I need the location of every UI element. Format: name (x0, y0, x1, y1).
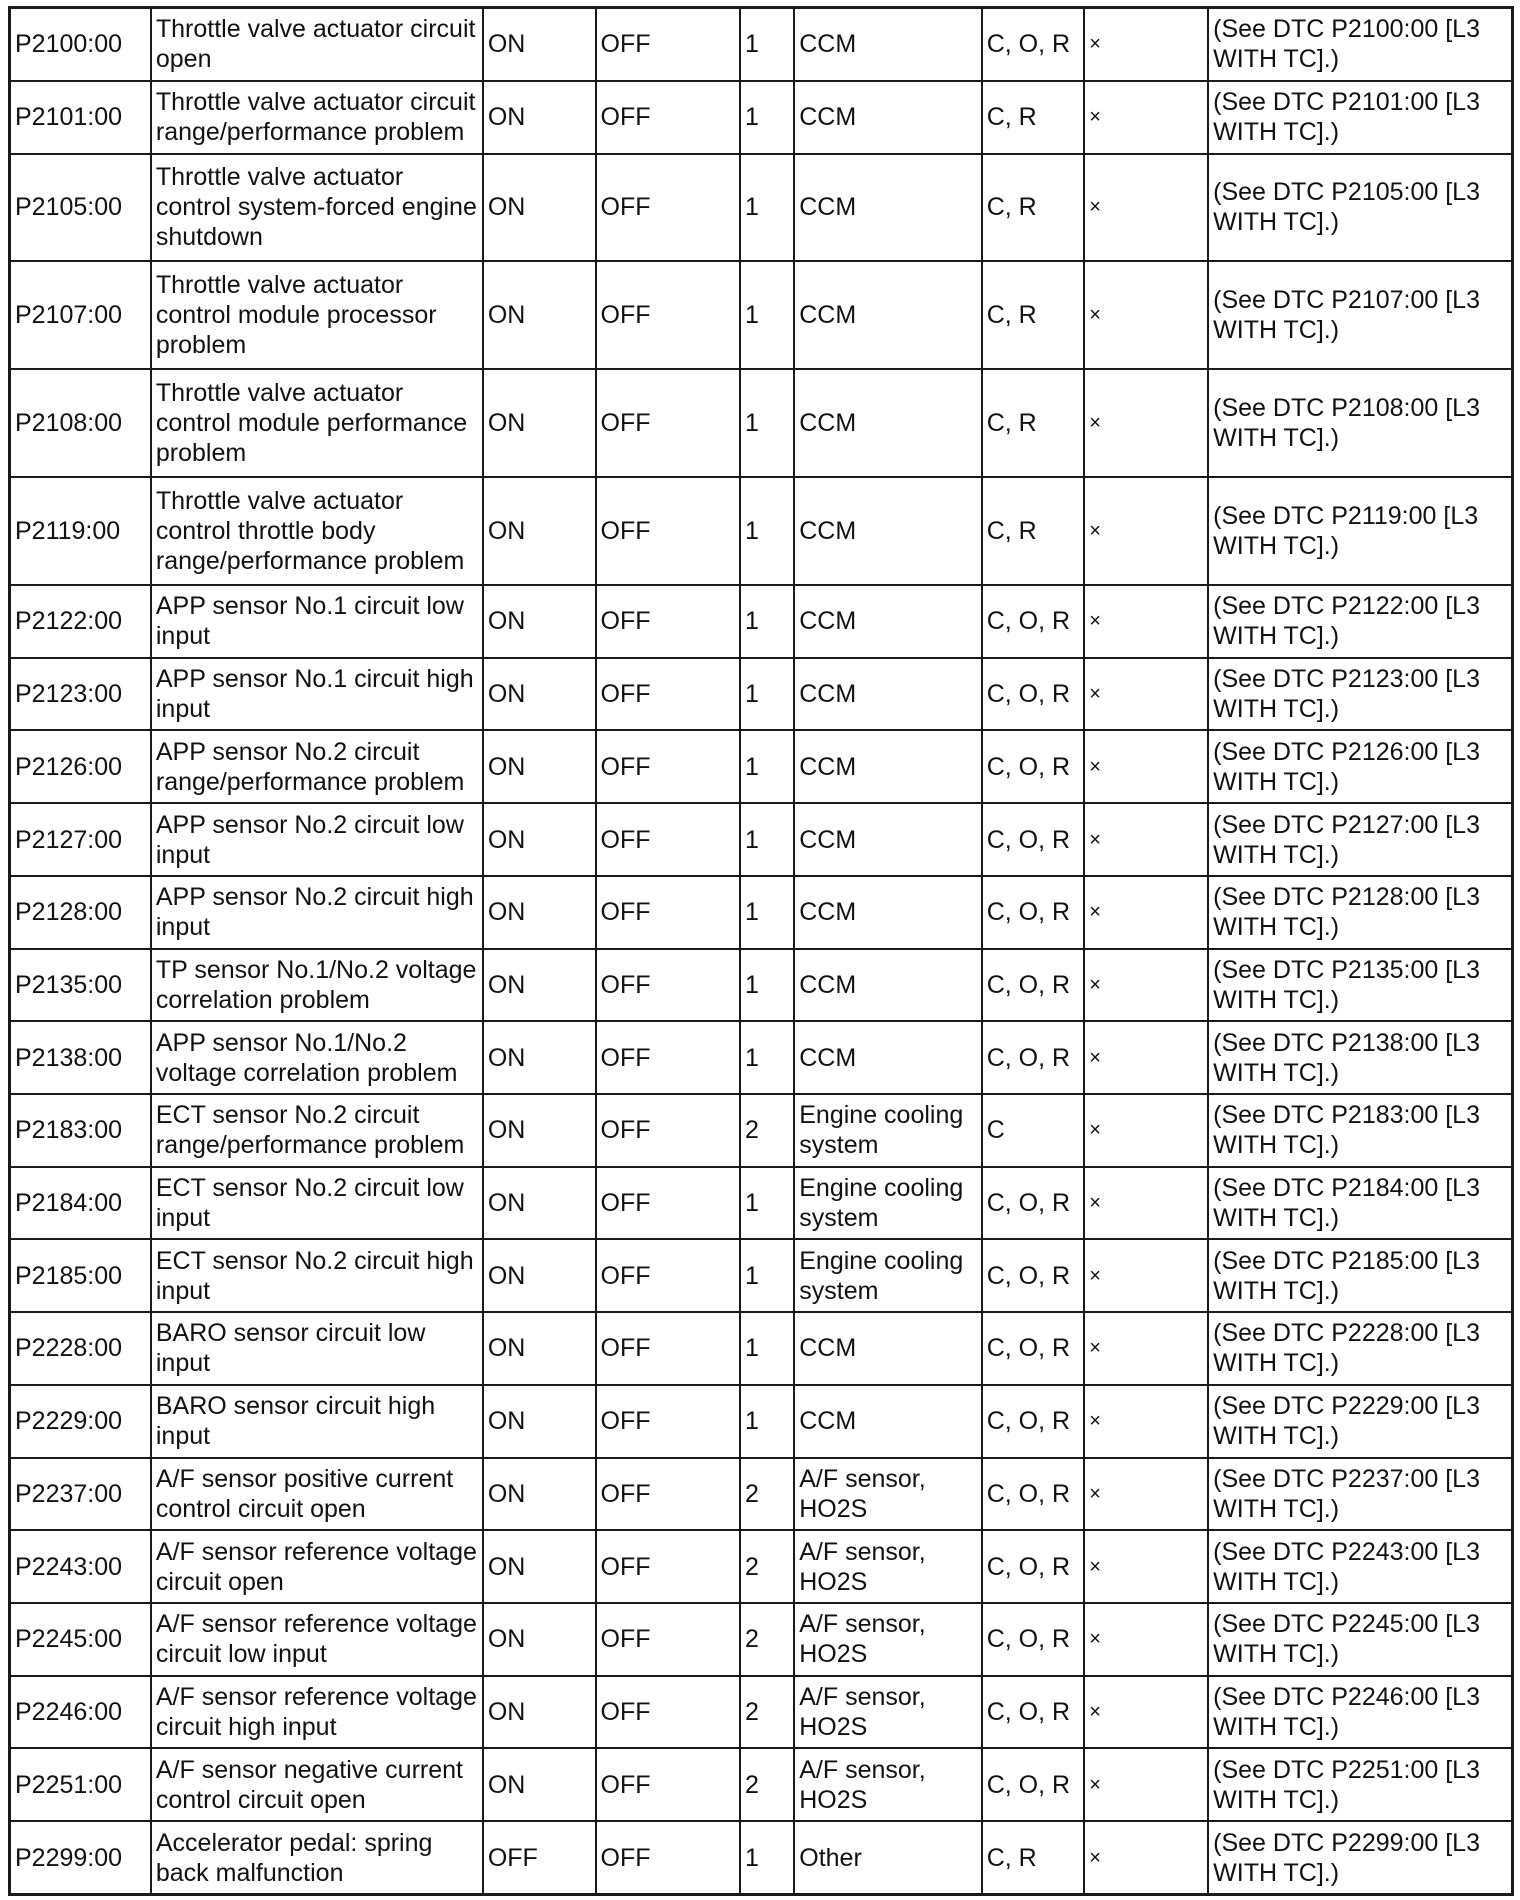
trip-cell: 1 (740, 81, 794, 154)
monitor-item-cell: Other (794, 1821, 981, 1894)
mil-cell: ON (483, 1603, 596, 1676)
memory-cell: OFF (596, 261, 740, 369)
monitor-item-cell: CCM (794, 261, 981, 369)
fail-safe-cell: × (1084, 1021, 1208, 1094)
trip-cell: 1 (740, 585, 794, 658)
table-row (10, 585, 1513, 658)
trip-cell: 1 (740, 369, 794, 477)
mil-cell: OFF (483, 1821, 596, 1894)
reference-cell: (See DTC P2127:00 [L3 WITH TC].) (1208, 803, 1512, 876)
memory-cell: OFF (596, 154, 740, 262)
trip-cell: 1 (740, 803, 794, 876)
reference-cell: (See DTC P2229:00 [L3 WITH TC].) (1208, 1385, 1512, 1458)
memory-cell: OFF (596, 1603, 740, 1676)
table-row (10, 1312, 1513, 1385)
table-row (10, 1458, 1513, 1531)
dtc-code-cell: P2243:00 (10, 1530, 151, 1603)
memory-cell: OFF (596, 730, 740, 803)
test-type-cell: C, R (982, 1821, 1084, 1894)
fail-safe-cell: × (1084, 477, 1208, 585)
fail-safe-cell: × (1084, 154, 1208, 262)
reference-cell: (See DTC P2107:00 [L3 WITH TC].) (1208, 261, 1512, 369)
trip-cell: 1 (740, 1239, 794, 1312)
table-row (10, 876, 1513, 949)
monitor-item-cell: CCM (794, 803, 981, 876)
reference-cell: (See DTC P2184:00 [L3 WITH TC].) (1208, 1167, 1512, 1240)
test-type-cell: C, O, R (982, 1239, 1084, 1312)
description-cell: A/F sensor negative current control circuit open (151, 1748, 483, 1821)
mil-cell: ON (483, 154, 596, 262)
trip-cell: 1 (740, 1167, 794, 1240)
table-row (10, 8, 1513, 81)
fail-safe-cell: × (1084, 949, 1208, 1022)
dtc-code-cell: P2184:00 (10, 1167, 151, 1240)
memory-cell: OFF (596, 949, 740, 1022)
dtc-code-cell: P2245:00 (10, 1603, 151, 1676)
trip-cell: 2 (740, 1094, 794, 1167)
description-cell: APP sensor No.1/No.2 voltage correlation problem (151, 1021, 483, 1094)
dtc-code-cell: P2105:00 (10, 154, 151, 262)
description-cell: APP sensor No.2 circuit high input (151, 876, 483, 949)
monitor-item-cell: CCM (794, 585, 981, 658)
fail-safe-cell: × (1084, 658, 1208, 731)
test-type-cell: C, O, R (982, 1530, 1084, 1603)
dtc-code-cell: P2251:00 (10, 1748, 151, 1821)
reference-cell: (See DTC P2185:00 [L3 WITH TC].) (1208, 1239, 1512, 1312)
test-type-cell: C, O, R (982, 949, 1084, 1022)
dtc-code-cell: P2128:00 (10, 876, 151, 949)
memory-cell: OFF (596, 658, 740, 731)
test-type-cell: C, R (982, 81, 1084, 154)
fail-safe-cell: × (1084, 8, 1208, 81)
monitor-item-cell: CCM (794, 949, 981, 1022)
fail-safe-cell: × (1084, 730, 1208, 803)
dtc-code-cell: P2185:00 (10, 1239, 151, 1312)
trip-cell: 2 (740, 1603, 794, 1676)
mil-cell: ON (483, 1530, 596, 1603)
memory-cell: OFF (596, 1385, 740, 1458)
dtc-code-cell: P2107:00 (10, 261, 151, 369)
test-type-cell: C, O, R (982, 1676, 1084, 1749)
dtc-table (8, 6, 1514, 1896)
test-type-cell: C, O, R (982, 658, 1084, 731)
description-cell: APP sensor No.1 circuit high input (151, 658, 483, 731)
mil-cell: ON (483, 369, 596, 477)
dtc-code-cell: P2101:00 (10, 81, 151, 154)
reference-cell: (See DTC P2100:00 [L3 WITH TC].) (1208, 8, 1512, 81)
description-cell: Throttle valve actuator control throttle body range/performance problem (151, 477, 483, 585)
memory-cell: OFF (596, 1094, 740, 1167)
mil-cell: ON (483, 81, 596, 154)
memory-cell: OFF (596, 876, 740, 949)
description-cell: Throttle valve actuator control module performance problem (151, 369, 483, 477)
table-row (10, 1603, 1513, 1676)
monitor-item-cell: CCM (794, 876, 981, 949)
memory-cell: OFF (596, 1239, 740, 1312)
description-cell: BARO sensor circuit low input (151, 1312, 483, 1385)
monitor-item-cell: A/F sensor, HO2S (794, 1676, 981, 1749)
trip-cell: 1 (740, 949, 794, 1022)
trip-cell: 1 (740, 876, 794, 949)
description-cell: A/F sensor reference voltage circuit open (151, 1530, 483, 1603)
monitor-item-cell: A/F sensor, HO2S (794, 1603, 981, 1676)
monitor-item-cell: A/F sensor, HO2S (794, 1458, 981, 1531)
fail-safe-cell: × (1084, 1458, 1208, 1531)
mil-cell: ON (483, 1385, 596, 1458)
description-cell: A/F sensor positive current control circuit open (151, 1458, 483, 1531)
description-cell: ECT sensor No.2 circuit range/performance problem (151, 1094, 483, 1167)
trip-cell: 1 (740, 1312, 794, 1385)
table-row (10, 1021, 1513, 1094)
reference-cell: (See DTC P2183:00 [L3 WITH TC].) (1208, 1094, 1512, 1167)
reference-cell: (See DTC P2101:00 [L3 WITH TC].) (1208, 81, 1512, 154)
memory-cell: OFF (596, 1458, 740, 1531)
table-row (10, 261, 1513, 369)
fail-safe-cell: × (1084, 261, 1208, 369)
mil-cell: ON (483, 261, 596, 369)
monitor-item-cell: A/F sensor, HO2S (794, 1530, 981, 1603)
reference-cell: (See DTC P2228:00 [L3 WITH TC].) (1208, 1312, 1512, 1385)
dtc-code-cell: P2122:00 (10, 585, 151, 658)
monitor-item-cell: CCM (794, 1312, 981, 1385)
dtc-code-cell: P2237:00 (10, 1458, 151, 1531)
fail-safe-cell: × (1084, 876, 1208, 949)
table-row (10, 803, 1513, 876)
test-type-cell: C, O, R (982, 876, 1084, 949)
test-type-cell: C, O, R (982, 1312, 1084, 1385)
monitor-item-cell: CCM (794, 477, 981, 585)
table-row (10, 1748, 1513, 1821)
monitor-item-cell: CCM (794, 1021, 981, 1094)
trip-cell: 1 (740, 658, 794, 731)
monitor-item-cell: Engine cooling system (794, 1094, 981, 1167)
reference-cell: (See DTC P2245:00 [L3 WITH TC].) (1208, 1603, 1512, 1676)
test-type-cell: C, O, R (982, 585, 1084, 658)
trip-cell: 1 (740, 1821, 794, 1894)
dtc-code-cell: P2228:00 (10, 1312, 151, 1385)
dtc-code-cell: P2183:00 (10, 1094, 151, 1167)
memory-cell: OFF (596, 81, 740, 154)
table-row (10, 730, 1513, 803)
reference-cell: (See DTC P2138:00 [L3 WITH TC].) (1208, 1021, 1512, 1094)
monitor-item-cell: CCM (794, 8, 981, 81)
table-row (10, 81, 1513, 154)
mil-cell: ON (483, 1458, 596, 1531)
fail-safe-cell: × (1084, 1385, 1208, 1458)
dtc-code-cell: P2100:00 (10, 8, 151, 81)
dtc-table-body (10, 8, 1513, 1895)
monitor-item-cell: CCM (794, 730, 981, 803)
trip-cell: 1 (740, 8, 794, 81)
reference-cell: (See DTC P2123:00 [L3 WITH TC].) (1208, 658, 1512, 731)
dtc-code-cell: P2138:00 (10, 1021, 151, 1094)
fail-safe-cell: × (1084, 1603, 1208, 1676)
table-row (10, 154, 1513, 262)
trip-cell: 1 (740, 1021, 794, 1094)
trip-cell: 1 (740, 1385, 794, 1458)
monitor-item-cell: CCM (794, 658, 981, 731)
description-cell: A/F sensor reference voltage circuit low input (151, 1603, 483, 1676)
description-cell: TP sensor No.1/No.2 voltage correlation problem (151, 949, 483, 1022)
reference-cell: (See DTC P2105:00 [L3 WITH TC].) (1208, 154, 1512, 262)
mil-cell: ON (483, 1312, 596, 1385)
description-cell: Accelerator pedal: spring back malfunction (151, 1821, 483, 1894)
mil-cell: ON (483, 949, 596, 1022)
dtc-code-cell: P2123:00 (10, 658, 151, 731)
description-cell: ECT sensor No.2 circuit low input (151, 1167, 483, 1240)
table-row (10, 1094, 1513, 1167)
memory-cell: OFF (596, 585, 740, 658)
fail-safe-cell: × (1084, 81, 1208, 154)
trip-cell: 2 (740, 1748, 794, 1821)
test-type-cell: C, O, R (982, 1021, 1084, 1094)
monitor-item-cell: CCM (794, 1385, 981, 1458)
reference-cell: (See DTC P2246:00 [L3 WITH TC].) (1208, 1676, 1512, 1749)
test-type-cell: C, R (982, 369, 1084, 477)
fail-safe-cell: × (1084, 585, 1208, 658)
fail-safe-cell: × (1084, 1312, 1208, 1385)
reference-cell: (See DTC P2122:00 [L3 WITH TC].) (1208, 585, 1512, 658)
monitor-item-cell: Engine cooling system (794, 1167, 981, 1240)
mil-cell: ON (483, 876, 596, 949)
reference-cell: (See DTC P2108:00 [L3 WITH TC].) (1208, 369, 1512, 477)
reference-cell: (See DTC P2251:00 [L3 WITH TC].) (1208, 1748, 1512, 1821)
mil-cell: ON (483, 730, 596, 803)
table-row (10, 658, 1513, 731)
description-cell: BARO sensor circuit high input (151, 1385, 483, 1458)
fail-safe-cell: × (1084, 1821, 1208, 1894)
reference-cell: (See DTC P2243:00 [L3 WITH TC].) (1208, 1530, 1512, 1603)
memory-cell: OFF (596, 1676, 740, 1749)
mil-cell: ON (483, 658, 596, 731)
memory-cell: OFF (596, 369, 740, 477)
reference-cell: (See DTC P2135:00 [L3 WITH TC].) (1208, 949, 1512, 1022)
reference-cell: (See DTC P2126:00 [L3 WITH TC].) (1208, 730, 1512, 803)
mil-cell: ON (483, 585, 596, 658)
dtc-code-cell: P2229:00 (10, 1385, 151, 1458)
fail-safe-cell: × (1084, 1676, 1208, 1749)
mil-cell: ON (483, 803, 596, 876)
fail-safe-cell: × (1084, 1167, 1208, 1240)
test-type-cell: C, O, R (982, 730, 1084, 803)
description-cell: APP sensor No.2 circuit low input (151, 803, 483, 876)
monitor-item-cell: CCM (794, 81, 981, 154)
trip-cell: 1 (740, 730, 794, 803)
monitor-item-cell: Engine cooling system (794, 1239, 981, 1312)
test-type-cell: C, R (982, 154, 1084, 262)
test-type-cell: C, O, R (982, 803, 1084, 876)
memory-cell: OFF (596, 477, 740, 585)
memory-cell: OFF (596, 1748, 740, 1821)
fail-safe-cell: × (1084, 1094, 1208, 1167)
table-row (10, 1239, 1513, 1312)
table-row (10, 1167, 1513, 1240)
description-cell: Throttle valve actuator circuit range/performance problem (151, 81, 483, 154)
fail-safe-cell: × (1084, 1239, 1208, 1312)
test-type-cell: C, O, R (982, 8, 1084, 81)
test-type-cell: C, R (982, 477, 1084, 585)
dtc-code-cell: P2108:00 (10, 369, 151, 477)
table-row (10, 477, 1513, 585)
table-row (10, 949, 1513, 1022)
test-type-cell: C, O, R (982, 1458, 1084, 1531)
mil-cell: ON (483, 1167, 596, 1240)
test-type-cell: C, O, R (982, 1603, 1084, 1676)
memory-cell: OFF (596, 1021, 740, 1094)
fail-safe-cell: × (1084, 803, 1208, 876)
mil-cell: ON (483, 1239, 596, 1312)
reference-cell: (See DTC P2128:00 [L3 WITH TC].) (1208, 876, 1512, 949)
monitor-item-cell: A/F sensor, HO2S (794, 1748, 981, 1821)
memory-cell: OFF (596, 1312, 740, 1385)
fail-safe-cell: × (1084, 369, 1208, 477)
memory-cell: OFF (596, 1821, 740, 1894)
test-type-cell: C, O, R (982, 1167, 1084, 1240)
dtc-code-cell: P2135:00 (10, 949, 151, 1022)
description-cell: Throttle valve actuator control module processor problem (151, 261, 483, 369)
test-type-cell: C, O, R (982, 1385, 1084, 1458)
fail-safe-cell: × (1084, 1530, 1208, 1603)
reference-cell: (See DTC P2119:00 [L3 WITH TC].) (1208, 477, 1512, 585)
description-cell: ECT sensor No.2 circuit high input (151, 1239, 483, 1312)
description-cell: Throttle valve actuator control system-forced engine shutdown (151, 154, 483, 262)
trip-cell: 1 (740, 154, 794, 262)
trip-cell: 2 (740, 1530, 794, 1603)
memory-cell: OFF (596, 8, 740, 81)
description-cell: APP sensor No.1 circuit low input (151, 585, 483, 658)
dtc-code-cell: P2246:00 (10, 1676, 151, 1749)
table-row (10, 369, 1513, 477)
dtc-code-cell: P2299:00 (10, 1821, 151, 1894)
memory-cell: OFF (596, 1167, 740, 1240)
trip-cell: 1 (740, 477, 794, 585)
mil-cell: ON (483, 1094, 596, 1167)
reference-cell: (See DTC P2237:00 [L3 WITH TC].) (1208, 1458, 1512, 1531)
mil-cell: ON (483, 8, 596, 81)
mil-cell: ON (483, 1748, 596, 1821)
trip-cell: 2 (740, 1458, 794, 1531)
fail-safe-cell: × (1084, 1748, 1208, 1821)
table-row (10, 1676, 1513, 1749)
dtc-code-cell: P2126:00 (10, 730, 151, 803)
monitor-item-cell: CCM (794, 369, 981, 477)
trip-cell: 1 (740, 261, 794, 369)
test-type-cell: C (982, 1094, 1084, 1167)
table-row (10, 1385, 1513, 1458)
table-row (10, 1821, 1513, 1894)
monitor-item-cell: CCM (794, 154, 981, 262)
description-cell: A/F sensor reference voltage circuit high input (151, 1676, 483, 1749)
table-row (10, 1530, 1513, 1603)
dtc-code-cell: P2127:00 (10, 803, 151, 876)
mil-cell: ON (483, 1021, 596, 1094)
mil-cell: ON (483, 1676, 596, 1749)
description-cell: APP sensor No.2 circuit range/performance problem (151, 730, 483, 803)
reference-cell: (See DTC P2299:00 [L3 WITH TC].) (1208, 1821, 1512, 1894)
dtc-code-cell: P2119:00 (10, 477, 151, 585)
test-type-cell: C, R (982, 261, 1084, 369)
mil-cell: ON (483, 477, 596, 585)
memory-cell: OFF (596, 803, 740, 876)
trip-cell: 2 (740, 1676, 794, 1749)
description-cell: Throttle valve actuator circuit open (151, 8, 483, 81)
test-type-cell: C, O, R (982, 1748, 1084, 1821)
memory-cell: OFF (596, 1530, 740, 1603)
